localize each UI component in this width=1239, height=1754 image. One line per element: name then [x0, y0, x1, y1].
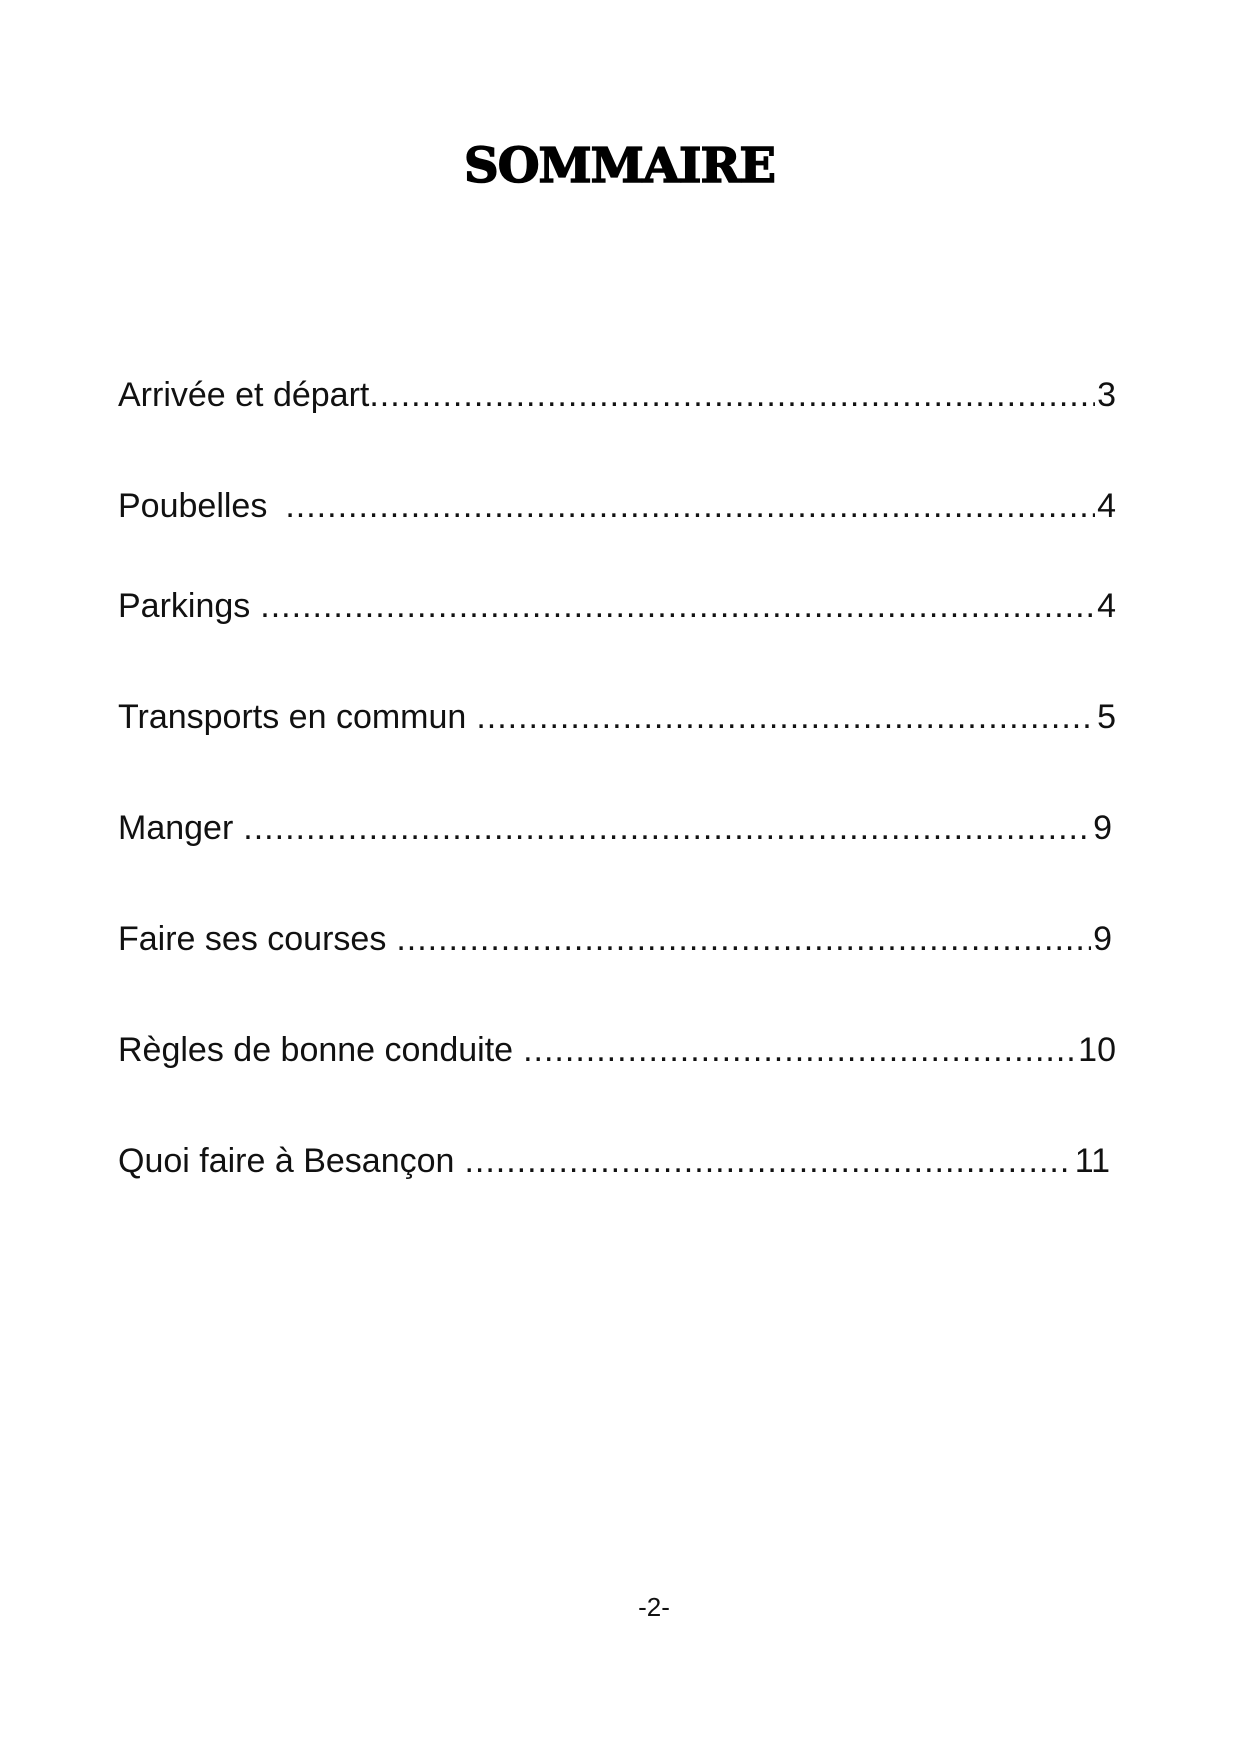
toc-leader-dots: [476, 697, 1095, 737]
toc-entry-label: Règles de bonne conduite: [118, 1031, 514, 1069]
toc-entry: [118, 1030, 1116, 1070]
toc-entry-label: Poubelles: [118, 487, 268, 525]
toc-leader-dots: [523, 1030, 1076, 1070]
toc-entry-page: 11: [1074, 1142, 1110, 1180]
toc-entry-page: 5: [1097, 698, 1116, 736]
toc-entry-page: 4: [1097, 587, 1116, 625]
toc-leader-dots: [260, 586, 1095, 626]
toc-entry: [118, 375, 1116, 415]
toc-entry-label: Transports en commun: [118, 698, 467, 736]
toc-entry-label: Manger: [118, 809, 234, 847]
toc-leader-dots: [285, 486, 1095, 526]
toc-leader-dots: [396, 919, 1091, 959]
toc-entry-page: 3: [1097, 376, 1116, 414]
page-title: SOMMAIRE: [464, 138, 775, 194]
toc-entry-page: 9: [1093, 920, 1112, 958]
toc-entry-page: 10: [1078, 1031, 1116, 1069]
toc-entry-label: Parkings: [118, 587, 251, 625]
page-number: -2-: [638, 1592, 670, 1622]
toc-entry-label: Quoi faire à Besançon: [118, 1142, 455, 1180]
toc-entry-label: Arrivée et départ: [118, 376, 370, 414]
toc-leader-dots: [369, 375, 1095, 415]
toc-entry-label: Faire ses courses: [118, 920, 387, 958]
toc-entry: [118, 808, 1112, 848]
toc-entry: [118, 919, 1112, 959]
toc-entry: [118, 486, 1116, 526]
toc-entry-page: 9: [1093, 809, 1112, 847]
toc-leader-dots: [464, 1141, 1072, 1181]
toc-entry: [118, 1141, 1110, 1181]
toc-leader-dots: [243, 808, 1091, 848]
toc-entry: [118, 586, 1116, 626]
toc-entry: [118, 697, 1116, 737]
toc-entry-page: 4: [1097, 487, 1116, 525]
